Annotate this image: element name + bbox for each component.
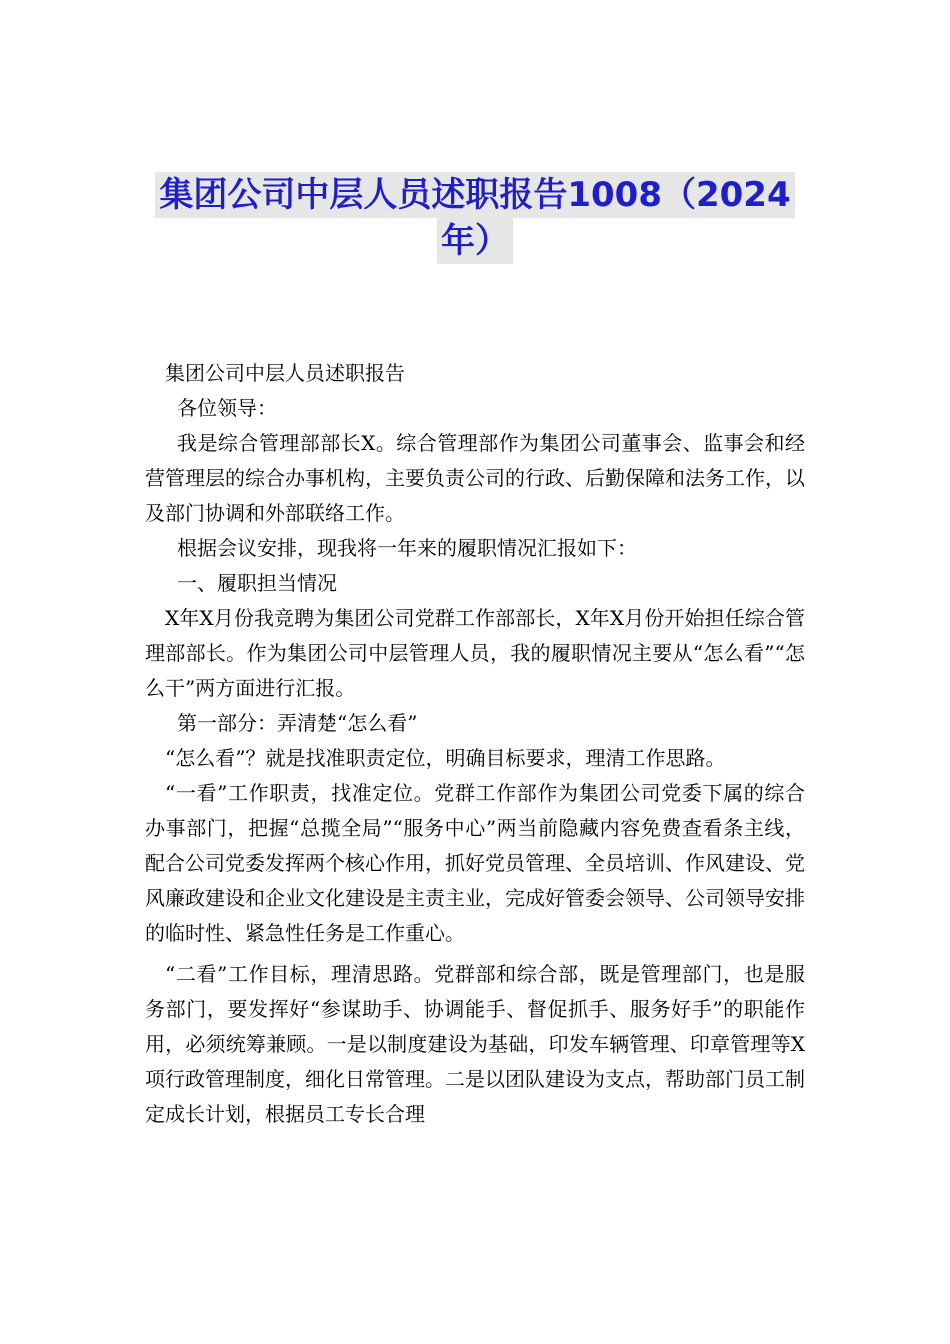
paragraph-salutation: 各位领导： xyxy=(177,396,277,420)
paragraph-heading: 集团公司中层人员述职报告 xyxy=(165,361,405,385)
title-line-2: 年） xyxy=(437,218,513,264)
part-heading-1: 第一部分：弄清楚“怎么看” xyxy=(177,711,418,735)
title-line-1: 集团公司中层人员述职报告1008（2024 xyxy=(155,172,794,218)
section-heading-1: 一、履职担当情况 xyxy=(177,571,337,595)
paragraph-second-look: “二看”工作目标，理清思路。党群部和综合部，既是管理部门，也是服务部门，要发挥好“参谋助手、协调能手、督促抓手、服务好手”的职能作用，必须统筹兼顾。一是以制度建设为基础，印发车辆管理、印章管理等X项行政管理制度，细化日常管理。二是以团队建设为支点，帮助部门员工制定成长计划，根据员工专长合理 xyxy=(145,962,805,1126)
document-title xyxy=(0,172,950,264)
paragraph-intro: 我是综合管理部部长X。综合管理部作为集团公司董事会、监事会和经营管理层的综合办事机构，主要负责公司的行政、后勤保障和法务工作，以及部门协调和外部联络工作。 xyxy=(145,431,805,525)
document-body xyxy=(145,356,805,1132)
paragraph-appointment: X年X月份我竞聘为集团公司党群工作部部长，X年X月份开始担任综合管理部部长。作为集团公司中层管理人员，我的履职情况主要从“怎么看”“怎么干”两方面进行汇报。 xyxy=(145,606,805,700)
paragraph-how-to-see: “怎么看”？就是找准职责定位，明确目标要求，理清工作思路。 xyxy=(165,746,726,770)
paragraph-first-look: “一看”工作职责，找准定位。党群工作部作为集团公司党委下属的综合办事部门，把握“总揽全局”“服务中心”两当前隐藏内容免费查看条主线，配合公司党委发挥两个核心作用，抓好党员管理、全员培训、作风建设、党风廉政建设和企业文化建设是主责主业，完成好管委会领导、公司领导安排的临时性、紧急性任务是工作重心。 xyxy=(145,781,805,945)
paragraph-arrangement: 根据会议安排，现我将一年来的履职情况汇报如下： xyxy=(177,536,637,560)
